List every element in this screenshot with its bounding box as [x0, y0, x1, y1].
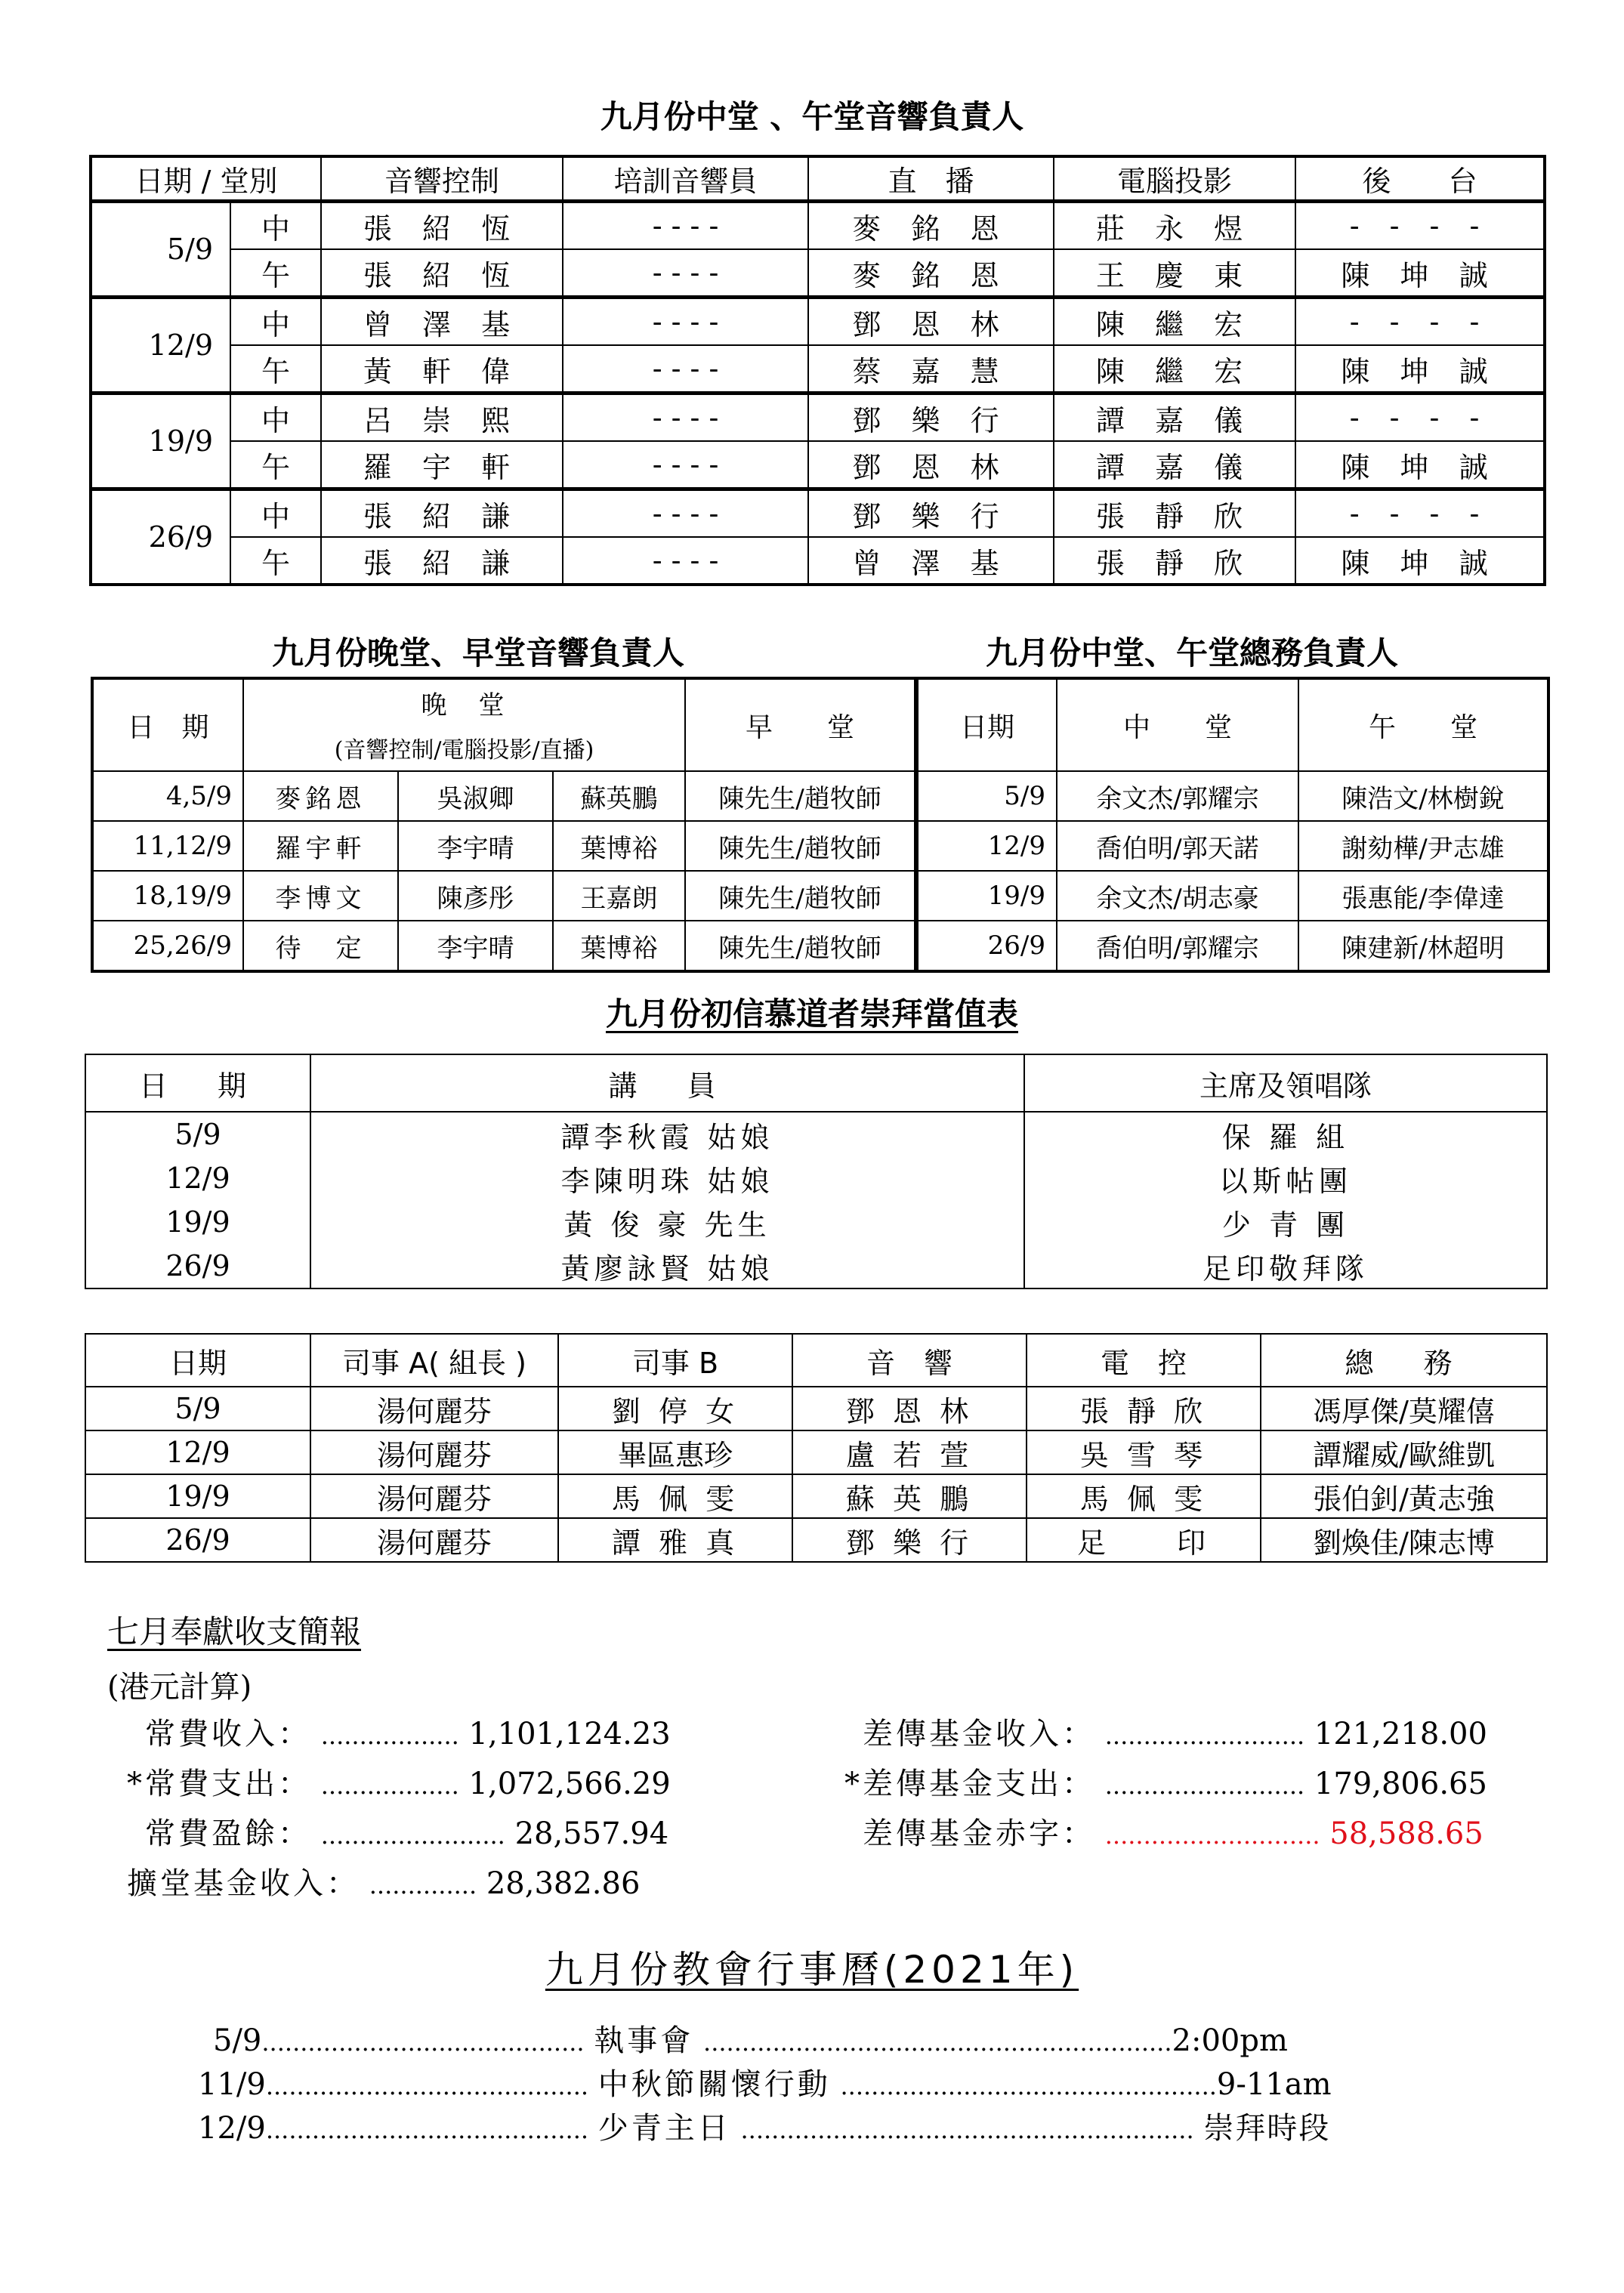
- table-cell: 黃 軒 偉: [321, 345, 563, 393]
- table-cell: 羅宇軒: [243, 821, 398, 871]
- table-cell: 譚 嘉 儀: [1054, 441, 1295, 489]
- table-cell: - - - -: [563, 298, 808, 346]
- col-header: 中 堂: [1057, 678, 1298, 771]
- table-cell: 張 紹 恆: [321, 249, 563, 298]
- date-cell: 12/9: [917, 821, 1057, 871]
- table-cell: 陳先生/趙牧師: [685, 871, 915, 921]
- table-cell: 鄧 恩 林: [792, 1387, 1027, 1430]
- sound-team-table: [89, 155, 1546, 586]
- table-cell: 湯何麗芬: [310, 1474, 558, 1518]
- section-title-general-affairs: 九月份中堂、午堂總務負責人: [986, 634, 1399, 671]
- col-header: 後 台: [1295, 156, 1545, 202]
- table-cell: 譚 雅 真: [558, 1518, 792, 1562]
- table-cell: 張 靜 欣: [1054, 489, 1295, 538]
- col-header: 直 播: [808, 156, 1054, 202]
- table-cell: 呂 崇 熙: [321, 393, 563, 442]
- table-cell: 陳建新/林超明: [1298, 921, 1548, 971]
- date-cell: 4,5/9: [92, 771, 243, 821]
- table-cell: 陳 繼 宏: [1054, 298, 1295, 346]
- calendar-item: 5/9.......................................... 執事會 .............................................................2:00pm: [213, 2023, 1288, 2058]
- table-cell: - - - -: [1295, 202, 1545, 250]
- table-cell: 張 紹 謙: [321, 537, 563, 585]
- table-cell: 張 紹 恆: [321, 202, 563, 250]
- date-cell: 26/9: [91, 489, 230, 585]
- table-cell: 吳 雪 琴: [1027, 1430, 1261, 1474]
- col-subheader: (音響控制/電腦投影/直播): [243, 725, 685, 771]
- date-cell: 12/9: [85, 1156, 310, 1200]
- date-cell: 19/9: [91, 393, 230, 489]
- table-cell: 黃廖詠賢 姑娘: [310, 1244, 1024, 1288]
- table-cell: 蘇 英 鵬: [792, 1474, 1027, 1518]
- service-cell: 中: [230, 202, 321, 250]
- table-cell: 張伯釗/黃志強: [1261, 1474, 1547, 1518]
- date-cell: 11,12/9: [92, 821, 243, 871]
- table-cell: 余文杰/胡志豪: [1057, 871, 1298, 921]
- table-cell: 譚李秋霞 姑娘: [310, 1112, 1024, 1156]
- table-cell: 黃 俊 豪 先生: [310, 1200, 1024, 1244]
- section-title-seekers-worship: 九月份初信慕道者崇拜當值表: [605, 995, 1018, 1032]
- finance-label: 擴堂基金收入：: [127, 1866, 360, 1901]
- table-cell: 余文杰/郭耀宗: [1057, 771, 1298, 821]
- calendar-time: 2:00pm: [1172, 2023, 1288, 2058]
- finance-value: 1,101,124.23: [468, 1717, 671, 1751]
- date-cell: 18,19/9: [92, 871, 243, 921]
- table-cell: - - - -: [1295, 298, 1545, 346]
- table-cell: 劉 停 女: [558, 1387, 792, 1430]
- finance-dots: ..........................: [1104, 1771, 1305, 1800]
- finance-label: 常費盈餘：: [145, 1816, 311, 1851]
- finance-dots: ..................: [320, 1771, 459, 1800]
- table-cell: 鄧 恩 林: [808, 441, 1054, 489]
- table-cell: 張惠能/李偉達: [1298, 871, 1548, 921]
- calendar-event: 少青主日: [597, 2111, 731, 2146]
- col-header: 司事 B: [558, 1334, 792, 1387]
- date-cell: 26/9: [85, 1244, 310, 1288]
- col-header: 培訓音響員: [563, 156, 808, 202]
- table-cell: 陳 坤 誠: [1295, 345, 1545, 393]
- table-cell: 以斯帖團: [1024, 1156, 1547, 1200]
- service-cell: 午: [230, 249, 321, 298]
- table-cell: 鄧 恩 林: [808, 298, 1054, 346]
- finance-row: [127, 1859, 640, 1903]
- table-cell: 王嘉朗: [553, 871, 685, 921]
- table-cell: 鄧 樂 行: [808, 393, 1054, 442]
- table-cell: 張 紹 謙: [321, 489, 563, 538]
- calendar-title: 九月份教會行事曆(2021年): [545, 1948, 1079, 1992]
- table-cell: 陳浩文/林樹銳: [1298, 771, 1548, 821]
- finance-value: 28,557.94: [514, 1816, 669, 1851]
- table-cell: 陳先生/趙牧師: [685, 821, 915, 871]
- service-cell: 午: [230, 345, 321, 393]
- table-cell: 吳淑卿: [398, 771, 553, 821]
- table-cell: 湯何麗芬: [310, 1430, 558, 1474]
- calendar-event: 中秋節關懷行動: [597, 2067, 831, 2102]
- calendar-date: 11/9: [198, 2067, 266, 2102]
- finance-value: 121,218.00: [1314, 1717, 1487, 1751]
- finance-label: 常費收入：: [145, 1717, 311, 1751]
- table-cell: 保 羅 組: [1024, 1112, 1547, 1156]
- table-cell: 曾 澤 基: [808, 537, 1054, 585]
- calendar-date: 12/9: [198, 2111, 266, 2146]
- table-cell: 陳 繼 宏: [1054, 345, 1295, 393]
- table-cell: 鄧 樂 行: [808, 489, 1054, 538]
- table-cell: - - - -: [1295, 393, 1545, 442]
- table-cell: 湯何麗芬: [310, 1518, 558, 1562]
- finance-row: [107, 1760, 671, 1803]
- table-cell: 莊 永 煜: [1054, 202, 1295, 250]
- table-cell: 羅 宇 軒: [321, 441, 563, 489]
- table-cell: 李博文: [243, 871, 398, 921]
- date-cell: 19/9: [85, 1474, 310, 1518]
- col-header: 日期: [917, 678, 1057, 771]
- table-cell: - - - -: [563, 489, 808, 538]
- evening-morning-table: [91, 677, 917, 973]
- table-cell: 足 印: [1027, 1518, 1261, 1562]
- table-cell: 曾 澤 基: [321, 298, 563, 346]
- col-header: 日 期: [92, 678, 243, 771]
- service-cell: 中: [230, 393, 321, 442]
- finance-label: 差傳基金赤字：: [863, 1816, 1095, 1851]
- finance-label: *常費支出：: [127, 1767, 311, 1801]
- date-cell: 12/9: [85, 1430, 310, 1474]
- table-cell: 李陳明珠 姑娘: [310, 1156, 1024, 1200]
- table-cell: 陳先生/趙牧師: [685, 921, 915, 971]
- col-header: 午 堂: [1298, 678, 1548, 771]
- table-cell: 陳 坤 誠: [1295, 537, 1545, 585]
- finance-dots: ..........................: [1104, 1721, 1305, 1750]
- general-affairs-table: [915, 677, 1550, 973]
- date-cell: 19/9: [917, 871, 1057, 921]
- table-cell: - - - -: [563, 537, 808, 585]
- finance-value: 1,072,566.29: [468, 1767, 671, 1801]
- table-cell: 謝劾樺/尹志雄: [1298, 821, 1548, 871]
- col-header: 電 控: [1027, 1334, 1261, 1387]
- col-header: 總 務: [1261, 1334, 1547, 1387]
- finance-title: 七月奉獻收支簡報: [107, 1613, 362, 1650]
- table-cell: 陳先生/趙牧師: [685, 771, 915, 821]
- table-cell: 王 慶 東: [1054, 249, 1295, 298]
- table-cell: 喬伯明/郭天諾: [1057, 821, 1298, 871]
- table-cell: 待 定: [243, 921, 398, 971]
- col-header: 講 員: [310, 1054, 1024, 1112]
- finance-value: 28,382.86: [486, 1866, 641, 1901]
- table-cell: 陳彥彤: [398, 871, 553, 921]
- col-header: 司事 A( 組長 ): [310, 1334, 558, 1387]
- table-cell: 畢區惠珍: [558, 1430, 792, 1474]
- table-cell: 馬 佩 雯: [558, 1474, 792, 1518]
- finance-dots: ............................: [1104, 1821, 1320, 1850]
- table-cell: 譚 嘉 儀: [1054, 393, 1295, 442]
- table-cell: - - - -: [563, 393, 808, 442]
- finance-deficit-value: 58,588.65: [1329, 1816, 1484, 1851]
- table-cell: 蘇英鵬: [553, 771, 685, 821]
- table-cell: 鄧 樂 行: [792, 1518, 1027, 1562]
- table-cell: 蔡 嘉 慧: [808, 345, 1054, 393]
- calendar-time: 9-11am: [1216, 2067, 1332, 2102]
- service-cell: 中: [230, 298, 321, 346]
- table-cell: - - - -: [563, 345, 808, 393]
- date-cell: 19/9: [85, 1200, 310, 1244]
- col-header: 音 響: [792, 1334, 1027, 1387]
- section-title-evening-morning: 九月份晚堂、早堂音響負責人: [272, 634, 685, 671]
- finance-row: [107, 1810, 668, 1853]
- service-cell: 午: [230, 441, 321, 489]
- table-cell: 少 青 團: [1024, 1200, 1547, 1244]
- calendar-item: 11/9.......................................... 中秋節關懷行動 .................................................9-11am: [198, 2067, 1332, 2102]
- service-cell: 中: [230, 489, 321, 538]
- table-cell: 張 靜 欣: [1027, 1387, 1261, 1430]
- col-header: 音響控制: [321, 156, 563, 202]
- table-cell: 馮厚傑/莫耀僖: [1261, 1387, 1547, 1430]
- table-cell: - - - -: [563, 249, 808, 298]
- table-cell: 李宇晴: [398, 821, 553, 871]
- col-header: 日期 / 堂別: [91, 156, 321, 202]
- finance-label: *差傳基金支出：: [844, 1767, 1095, 1801]
- table-cell: 譚耀威/歐維凱: [1261, 1430, 1547, 1474]
- service-cell: 午: [230, 537, 321, 585]
- table-cell: 喬伯明/郭耀宗: [1057, 921, 1298, 971]
- seekers-worship-table: [85, 1054, 1548, 1289]
- finance-row: [107, 1710, 671, 1753]
- finance-dots: ..............: [369, 1871, 477, 1900]
- table-cell: 足印敬拜隊: [1024, 1244, 1547, 1288]
- table-cell: 張 靜 欣: [1054, 537, 1295, 585]
- table-cell: 麥 銘 恩: [808, 202, 1054, 250]
- date-cell: 26/9: [917, 921, 1057, 971]
- date-cell: 26/9: [85, 1518, 310, 1562]
- table-cell: 馬 佩 雯: [1027, 1474, 1261, 1518]
- finance-row: [820, 1710, 1487, 1753]
- table-cell: 麥 銘 恩: [808, 249, 1054, 298]
- finance-dots: ..................: [320, 1721, 459, 1750]
- finance-dots: ........................: [320, 1821, 505, 1850]
- table-cell: 湯何麗芬: [310, 1387, 558, 1430]
- calendar-event: 執事會: [594, 2023, 694, 2058]
- date-cell: 5/9: [917, 771, 1057, 821]
- finance-row: [820, 1760, 1487, 1803]
- table-cell: 盧 若 萱: [792, 1430, 1027, 1474]
- finance-unit: (港元計算): [107, 1670, 252, 1705]
- finance-row: [820, 1810, 1484, 1853]
- date-cell: 5/9: [85, 1387, 310, 1430]
- table-cell: - - - -: [563, 441, 808, 489]
- finance-value: 179,806.65: [1314, 1767, 1487, 1801]
- table-cell: 陳 坤 誠: [1295, 249, 1545, 298]
- section-title-sound-team: 九月份中堂 、午堂音響負責人: [600, 98, 1024, 135]
- calendar-date: 5/9: [213, 2023, 262, 2058]
- table-cell: - - - -: [563, 202, 808, 250]
- table-cell: 劉煥佳/陳志博: [1261, 1518, 1547, 1562]
- date-cell: 12/9: [91, 298, 230, 393]
- col-header: 晚 堂: [243, 678, 685, 725]
- table-cell: 葉博裕: [553, 921, 685, 971]
- date-cell: 5/9: [85, 1112, 310, 1156]
- date-cell: 25,26/9: [92, 921, 243, 971]
- table-cell: 李宇晴: [398, 921, 553, 971]
- ushers-duty-table: [85, 1333, 1548, 1563]
- table-cell: - - - -: [1295, 489, 1545, 538]
- table-cell: 陳 坤 誠: [1295, 441, 1545, 489]
- col-header: 早 堂: [685, 678, 915, 771]
- col-header: 主席及領唱隊: [1024, 1054, 1547, 1112]
- finance-label: 差傳基金收入：: [863, 1717, 1095, 1751]
- col-header: 日期: [85, 1334, 310, 1387]
- col-header: 電腦投影: [1054, 156, 1295, 202]
- col-header: 日 期: [85, 1054, 310, 1112]
- table-cell: 葉博裕: [553, 821, 685, 871]
- calendar-time: 崇拜時段: [1203, 2111, 1331, 2146]
- date-cell: 5/9: [91, 202, 230, 298]
- calendar-item: 12/9.......................................... 少青主日 ........................................................... 崇拜時段: [198, 2111, 1331, 2146]
- table-cell: 麥銘恩: [243, 771, 398, 821]
